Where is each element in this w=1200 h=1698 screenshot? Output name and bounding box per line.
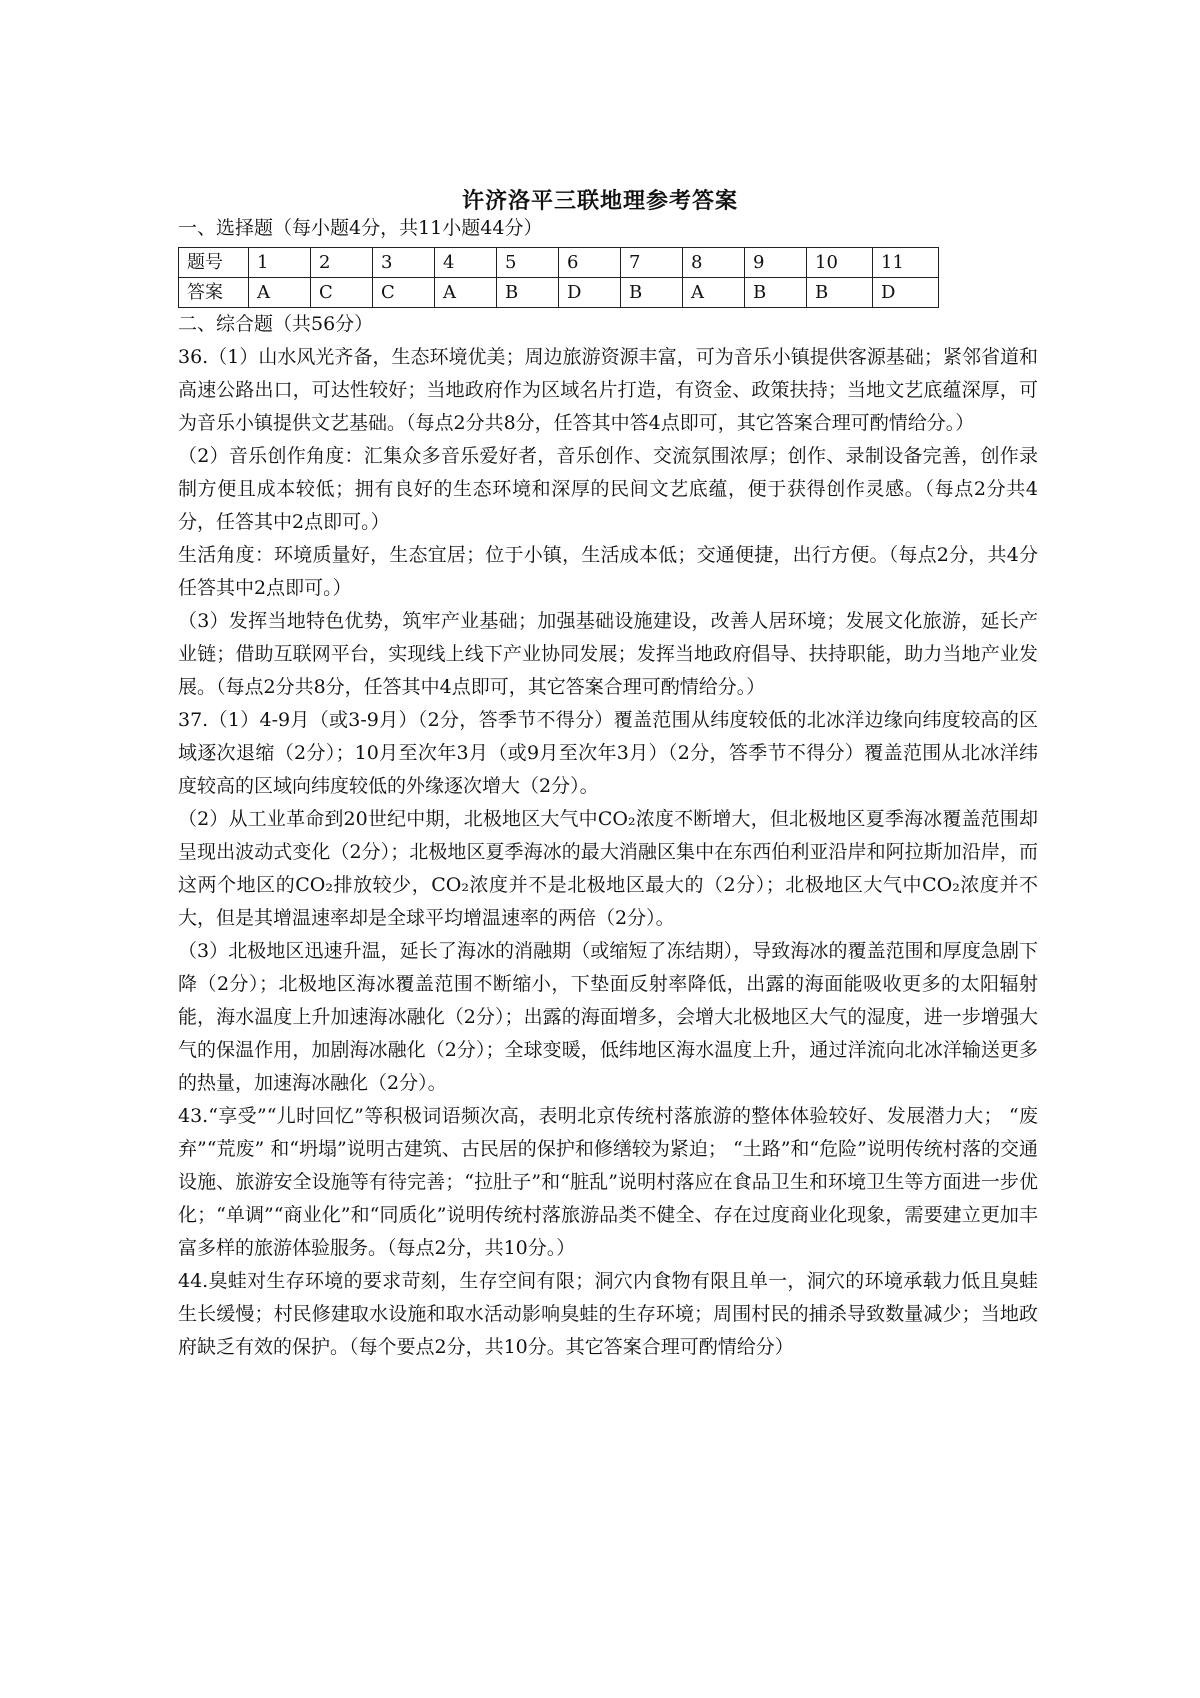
- q44-answer: 44.臭蛙对生存环境的要求苛刻，生存空间有限；洞穴内食物有限且单一，洞穴的环境承载力低且臭蛙生长缓慢；村民修建取水设施和取水活动影响臭蛙的生存环境；周围村民的捕杀导致数量减少；当地政府缺乏有效的保护。（每个要点2分，共10分。其它答案合理可酌情给分）: [178, 1270, 1038, 1358]
- table-cell-number: 8: [683, 248, 745, 278]
- section1-heading: 一、选择题（每小题4分，共11小题44分）: [178, 217, 543, 239]
- table-cell-number: 2: [311, 248, 373, 278]
- table-cell-answer: A: [683, 278, 745, 308]
- row-label-numbers: 题号: [179, 248, 249, 278]
- table-row-answers: [179, 278, 939, 308]
- table-cell-answer: B: [807, 278, 873, 308]
- table-cell-number: 1: [249, 248, 311, 278]
- q36-part1: 36.（1）山水风光齐备，生态环境优美；周边旅游资源丰富，可为音乐小镇提供客源基础；紧邻省道和高速公路出口，可达性较好；当地政府作为区域名片打造，有资金、政策扶持；当地文艺底蕴深厚，可为音乐小镇提供文艺基础。（每点2分共8分，任答其中答4点即可，其它答案合理可酌情给分。）: [178, 346, 1038, 434]
- table-cell-answer: B: [621, 278, 683, 308]
- q36-part2: （2）音乐创作角度：汇集众多音乐爱好者，音乐创作、交流氛围浓厚；创作、录制设备完善，创作录制方便且成本较低；拥有良好的生态环境和深厚的民间文艺底蕴，便于获得创作灵感。（每点2分共4分，任答其中2点即可。）: [178, 445, 1038, 533]
- q36-part2-life: 生活角度：环境质量好，生态宜居；位于小镇，生活成本低；交通便捷，出行方便。（每点2分，共4分任答其中2点即可。）: [178, 544, 1038, 599]
- table-cell-answer: A: [435, 278, 497, 308]
- table-cell-number: 3: [373, 248, 435, 278]
- table-cell-answer: C: [311, 278, 373, 308]
- table-cell-number: 10: [807, 248, 873, 278]
- table-cell-number: 6: [559, 248, 621, 278]
- q36-part3: （3）发挥当地特色优势，筑牢产业基础；加强基础设施建设，改善人居环境；发展文化旅游，延长产业链；借助互联网平台，实现线上线下产业协同发展；发挥当地政府倡导、扶持职能，助力当地产业发展。（每点2分共8分，任答其中4点即可，其它答案合理可酌情给分。）: [178, 610, 1038, 698]
- page-title: 许济洛平三联地理参考答案: [461, 189, 738, 214]
- table-cell-answer: B: [497, 278, 559, 308]
- table-cell-answer: B: [745, 278, 807, 308]
- q37-part2: （2）从工业革命到20世纪中期，北极地区大气中CO₂浓度不断增大，但北极地区夏季海冰覆盖范围却呈现出波动式变化（2分）；北极地区夏季海冰的最大消融区集中在东西伯利亚沿岸和阿拉斯加沿岸，而这两个地区的CO₂排放较少，CO₂浓度并不是北极地区最大的（2分）；北极地区大气中CO₂浓度并不大，但是其增温速率却是全球平均增温速率的两倍（2分）。: [178, 808, 1038, 929]
- table-cell-number: 5: [497, 248, 559, 278]
- table-cell-answer: A: [249, 278, 311, 308]
- q37-part3: （3）北极地区迅速升温，延长了海冰的消融期（或缩短了冻结期），导致海冰的覆盖范围和厚度急剧下降（2分）；北极地区海冰覆盖范围不断缩小，下垫面反射率降低，出露的海面能吸收更多的太阳辐射能，海水温度上升加速海冰融化（2分）；出露的海面增多，会增大北极地区大气的湿度，进一步增强大气的保温作用，加剧海冰融化（2分）；全球变暖，低纬地区海水温度上升，通过洋流向北冰洋输送更多的热量，加速海冰融化（2分）。: [178, 940, 1038, 1094]
- table-cell-number: 11: [873, 248, 939, 278]
- section2-heading: 二、综合题（共56分）: [178, 313, 374, 335]
- q43-answer: 43.“享受”“儿时回忆”等积极词语频次高，表明北京传统村落旅游的整体体验较好、发展潜力大； “废弃”“荒废” 和“坍塌”说明古建筑、古民居的保护和修缮较为紧迫； “土路”和“危险”说明传统村落的交通设施、旅游安全设施等有待完善；“拉肚子”和“脏乱”说明村落应在食品卫生和环境卫生等方面进一步优化；“单调”“商业化”和“同质化”说明传统村落旅游品类不健全、存在过度商业化现象，需要建立更加丰富多样的旅游体验服务。（每点2分，共10分。）: [178, 1105, 1038, 1259]
- table-row-numbers: [179, 248, 939, 278]
- table-cell-answer: D: [873, 278, 939, 308]
- answer-body: [178, 212, 1038, 1364]
- table-cell-answer: C: [373, 278, 435, 308]
- table-cell-answer: D: [559, 278, 621, 308]
- row-label-answers: 答案: [179, 278, 249, 308]
- q37-part1: 37.（1）4-9月（或3-9月）（2分，答季节不得分）覆盖范围从纬度较低的北冰洋边缘向纬度较高的区域逐次退缩（2分）；10月至次年3月（或9月至次年3月）（2分，答季节不得分）覆盖范围从北冰洋纬度较高的区域向纬度较低的外缘逐次增大（2分）。: [178, 709, 1038, 797]
- table-cell-number: 7: [621, 248, 683, 278]
- answer-table: [178, 247, 939, 308]
- table-cell-number: 9: [745, 248, 807, 278]
- table-cell-number: 4: [435, 248, 497, 278]
